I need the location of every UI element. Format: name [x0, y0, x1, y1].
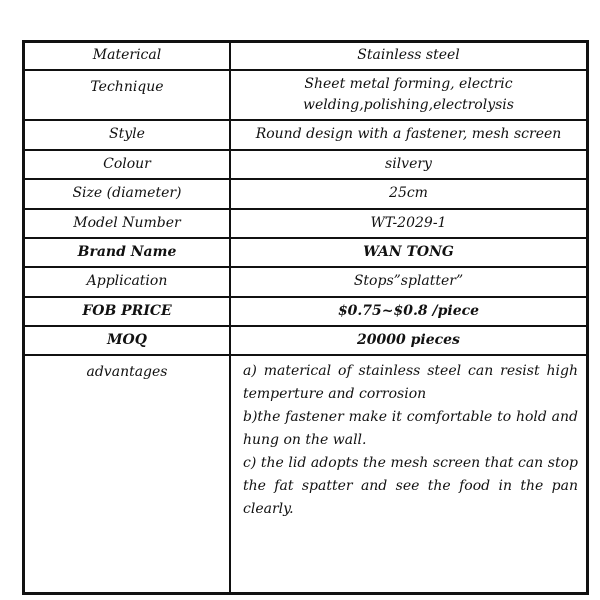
- table-row: [24, 267, 588, 297]
- row-label: Materical: [24, 42, 231, 70]
- row-label: Style: [24, 120, 231, 150]
- row-value: Stainless steel: [230, 42, 588, 70]
- advantage-item: b)the fastener make it comfortable to hold and hung on the wall.: [243, 408, 578, 448]
- table-row: [24, 42, 588, 70]
- table-row: [24, 326, 588, 355]
- table-row: [24, 179, 588, 209]
- table-row: [24, 150, 588, 179]
- advantages-row: [24, 355, 588, 594]
- row-value: 20000 pieces: [230, 326, 588, 355]
- row-value: WT-2029-1: [230, 209, 588, 238]
- row-label: Technique: [24, 70, 231, 120]
- advantage-item: c) the lid adopts the mesh screen that can stop the fat spatter and see the food in the pan clearly.: [243, 454, 578, 517]
- product-spec-table: [22, 40, 589, 595]
- row-value: WAN TONG: [230, 238, 588, 267]
- row-label: Colour: [24, 150, 231, 179]
- row-value: $0.75~$0.8 /piece: [230, 297, 588, 326]
- row-value: 25cm: [230, 179, 588, 209]
- row-label: FOB PRICE: [24, 297, 231, 326]
- row-label: Model Number: [24, 209, 231, 238]
- advantages-text: [230, 355, 588, 594]
- table-row: [24, 209, 588, 238]
- table-row: [24, 238, 588, 267]
- table-row: [24, 297, 588, 326]
- advantage-item: a) materical of stainless steel can resist high temperture and corrosion: [243, 362, 578, 402]
- row-value: Round design with a fastener, mesh screen: [230, 120, 588, 150]
- table-row: [24, 120, 588, 150]
- row-value: Sheet metal forming, electric welding,polishing,electrolysis: [230, 70, 588, 120]
- row-label: Application: [24, 267, 231, 297]
- row-value: silvery: [230, 150, 588, 179]
- row-label: Size (diameter): [24, 179, 231, 209]
- row-value: Stops”splatter”: [230, 267, 588, 297]
- row-label: MOQ: [24, 326, 231, 355]
- advantages-label: advantages: [24, 355, 231, 594]
- table-row: [24, 70, 588, 120]
- row-label: Brand Name: [24, 238, 231, 267]
